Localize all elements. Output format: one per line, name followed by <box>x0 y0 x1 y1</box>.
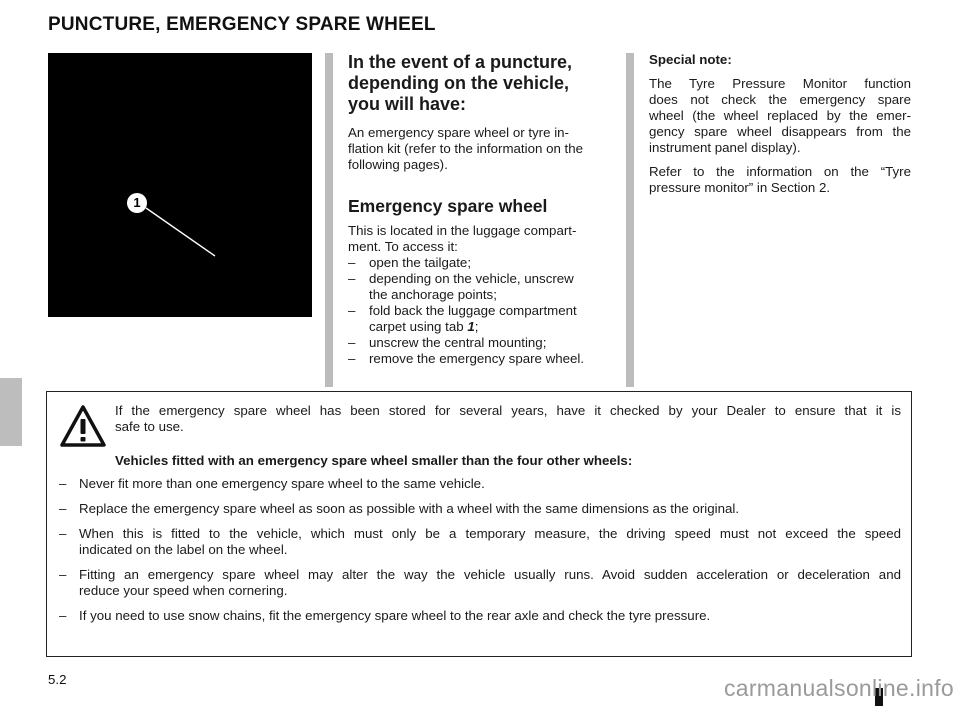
watermark: carmanualsonline.info <box>723 675 954 701</box>
step-text: fold back the luggage compartment <box>369 303 577 318</box>
intro-paragraph <box>348 125 614 173</box>
note-line: wheel (the wheel replaced by the emer- <box>649 108 911 123</box>
warning-item-text: If you need to use snow chains, fit the emergency spare wheel to the rear axle and check the tyre pressure. <box>79 608 711 623</box>
column1-heading <box>348 52 614 115</box>
column1 <box>348 52 614 367</box>
column1-bar <box>325 53 333 387</box>
warning-item-text: Replace the emergency spare wheel as soon as possible with a wheel with the same dimensions as the original. <box>79 501 740 516</box>
page-title: PUNCTURE, EMERGENCY SPARE WHEEL <box>48 14 436 35</box>
dash: – <box>59 501 67 516</box>
step-item <box>348 255 614 271</box>
note-line: Refer to the information on the “Tyre <box>649 164 911 179</box>
spare-wheel-photo <box>48 53 312 317</box>
note-line: gency spare wheel disappears from the <box>649 124 911 139</box>
note-line: does not check the emergency spare <box>649 92 911 107</box>
dash: – <box>59 476 67 491</box>
warning-intro-line: If the emergency spare wheel has been stored for several years, have it checked by your Dealer to ensure that it is <box>115 403 901 418</box>
step-text <box>369 319 614 335</box>
step-text: depending on the vehicle, unscrew <box>369 271 574 286</box>
warning-item-text: When this is fitted to the vehicle, which must only be a temporary measure, the driving speed must not exceed the speed <box>79 526 901 541</box>
intro-line: An emergency spare wheel or tyre in- <box>348 125 569 140</box>
intro-line: flation kit (refer to the information on the <box>348 141 584 156</box>
warning-intro <box>115 403 901 435</box>
note-line: pressure monitor” in Section 2. <box>649 180 831 195</box>
step-item <box>348 351 614 367</box>
step-text-part: carpet using tab <box>369 319 468 334</box>
section-heading: Emergency spare wheel <box>348 196 548 216</box>
heading-line: depending on the vehicle, <box>348 73 570 93</box>
step-text: unscrew the central mounting; <box>369 335 547 350</box>
location-line: This is located in the luggage compart- <box>348 223 577 238</box>
warning-subheading: Vehicles fitted with an emergency spare wheel smaller than the four other wheels: <box>115 453 633 468</box>
note-paragraph-2 <box>649 164 911 196</box>
warning-list <box>59 476 901 633</box>
tab-reference: 1 <box>467 319 475 334</box>
warning-item-text: Fitting an emergency spare wheel may alter the way the vehicle usually runs. Avoid sudden acceleration or deceleration and <box>79 567 901 582</box>
warning-triangle-icon <box>59 404 107 448</box>
location-paragraph <box>348 223 614 255</box>
callout-badge: 1 <box>127 193 147 213</box>
dash: – <box>348 351 356 366</box>
location-line: ment. To access it: <box>348 239 458 254</box>
warning-item-text: Never fit more than one emergency spare wheel to the same vehicle. <box>79 476 485 491</box>
warning-box <box>46 391 912 657</box>
warning-item <box>59 501 901 517</box>
note-heading: Special note: <box>649 52 732 67</box>
dash: – <box>59 608 67 623</box>
column2-bar <box>626 53 634 387</box>
step-text: remove the emergency spare wheel. <box>369 351 585 366</box>
warning-item-text: indicated on the label on the wheel. <box>79 542 288 557</box>
note-paragraph-1 <box>649 76 911 156</box>
warning-item <box>59 567 901 599</box>
dash: – <box>59 526 67 541</box>
heading-line: In the event of a puncture, <box>348 52 573 72</box>
dash: – <box>348 271 356 286</box>
heading-line: you will have: <box>348 94 467 114</box>
step-text: open the tailgate; <box>369 255 472 270</box>
step-item <box>348 335 614 351</box>
note-line: The Tyre Pressure Monitor function <box>649 76 911 91</box>
step-item <box>348 271 614 303</box>
step-text-part: ; <box>474 319 479 334</box>
dash: – <box>348 255 356 270</box>
access-steps <box>348 255 614 367</box>
warning-item <box>59 526 901 558</box>
dash: – <box>348 303 356 318</box>
warning-item-text: reduce your speed when cornering. <box>79 583 288 598</box>
note-line: instrument panel display). <box>649 140 801 155</box>
page-number: 5.2 <box>48 672 67 687</box>
warning-item <box>59 476 901 492</box>
dash: – <box>348 335 356 350</box>
step-text: the anchorage points; <box>369 287 497 302</box>
step-item <box>348 303 614 335</box>
intro-line: following pages). <box>348 157 448 172</box>
warning-item <box>59 608 901 624</box>
dash: – <box>59 567 67 582</box>
column2 <box>649 52 911 196</box>
section-tab-marker <box>0 378 22 446</box>
warning-intro-line: safe to use. <box>115 419 184 434</box>
